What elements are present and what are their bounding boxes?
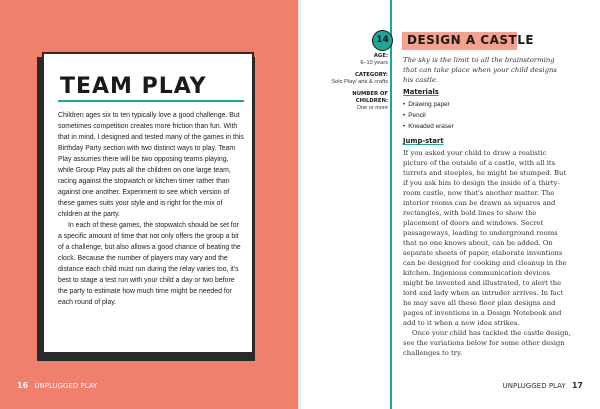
list-item: • Kneaded eraser xyxy=(403,121,454,132)
team-play-card xyxy=(42,52,254,354)
meta-value: Solo Play/ arts & crafts xyxy=(331,79,388,85)
jump-start-body xyxy=(403,148,571,358)
meta-label: AGE: xyxy=(373,53,388,59)
card-paragraph: In each of these games, the stopwatch should be set for a specific amount of time that not only offers the group a bit of a challenge, but also allows a good chance of beating the clock. Because the number of players may vary and the distance each child must run during the relay varies too, it's best to stage a test run with your child a day or two before the party to estimate how much time might be needed for each round of play. xyxy=(58,222,241,306)
card-body xyxy=(58,110,244,308)
activity-number-badge: 14 xyxy=(372,30,393,51)
meta-label: CATEGORY: xyxy=(355,72,388,78)
right-running-head: UNPLUGGED PLAY xyxy=(502,382,566,390)
list-item: • Drawing paper xyxy=(403,99,454,110)
body-paragraph: Once your child has tackled the castle design, see the variations below for some other design challenges to try. xyxy=(403,329,571,357)
materials-heading: Materials xyxy=(403,88,439,96)
meta-value: One or more xyxy=(356,105,388,111)
page-spine xyxy=(298,0,302,409)
right-page-number: 17 xyxy=(571,381,583,390)
meta-number-of-children xyxy=(322,91,388,112)
left-page-number: 16 xyxy=(17,381,29,390)
materials-list xyxy=(403,99,454,132)
card-title-rule xyxy=(58,100,244,102)
left-running-head: UNPLUGGED PLAY xyxy=(34,382,98,390)
meta-label: NUMBER OF CHILDREN: xyxy=(352,91,388,104)
right-footer xyxy=(503,381,583,390)
body-paragraph: If you asked your child to draw a realistic picture of the outside of a castle, with all its turrets and steeples, he might be stumped. But if you ask him to design the inside of a thirty-room castle, now that's another matter. The interior rooms can be drawn as squares and rectangles, with bold lines to show the placement of doors and windows. Secret passageways, leading to underground rooms that no one knows about, can be added. On separate sheets of paper, elaborate inventions can be designed for cooking and cleanup in the kitchen. Ingenious communication devices might be invented and illustrated, to alert the lord and lady when an intruder arrives. In fact he may save all these floor plan designs and pages of inventions in a Design Notebook and add to it when a new idea strikes. xyxy=(403,149,567,327)
card-paragraph: Children ages six to ten typically love a good challenge. But sometimes competition creates more friction than fun. With that in mind, I designed and tested many of the games in this Birthday Party section with two distinct ways to play. Team Play assumes there will be two opposing teams playing, while Group Play puts all the children on one large team, racing against the stopwatch or kitchen timer rather than against one another. Experiment to see which version of these games suits your style and is right for the mix of children at the party. xyxy=(58,112,244,218)
meta-value: 6–10 years xyxy=(360,60,388,66)
activity-intro: The sky is the limit to all the brainstorming that can take place when your child designs his castle. xyxy=(403,56,557,84)
jump-start-heading: Jump-start xyxy=(403,137,444,145)
activity-meta xyxy=(322,53,388,117)
left-footer xyxy=(17,381,97,390)
list-item: • Pencil xyxy=(403,110,454,121)
meta-category xyxy=(322,72,388,86)
meta-age xyxy=(322,53,388,67)
teal-vertical-line xyxy=(390,0,392,409)
card-title: TEAM PLAY xyxy=(60,74,207,99)
activity-title: DESIGN A CASTLE xyxy=(407,33,535,47)
